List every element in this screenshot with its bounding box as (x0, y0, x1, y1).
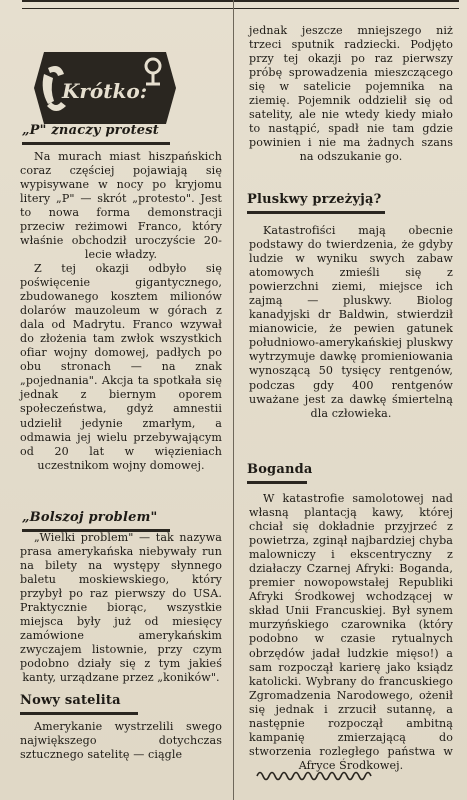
article-title-protest-text: „P" znaczy protest (22, 123, 159, 138)
column-divider (233, 0, 234, 800)
bolszoj-paragraph: „Wielki problem" — tak nazywa prasa amerykańska niebywały run na bilety na występy słynnego baletu moskiewskiego, który przybył po raz pierwszy do USA. Praktycznie biorąc, wszystkie miejsca były już od miesięcy zamówione amerykańskim zwyczajem listownie, przy czym podobno działy się z tym jakieś kanty, urządzane przez „koników". (20, 531, 222, 685)
article-title-protest (22, 123, 182, 145)
article-title-pluskwy-text: Pluskwy przeżyją? (247, 192, 382, 207)
article-title-bolszoj (22, 510, 182, 532)
logo-text: Krótko: (62, 79, 148, 103)
pluskwy-paragraph: Katastrofiści mają obecnie podstawy do twierdzenia, że gdyby ludzie w wyniku swych zabaw atomowych zmieśli się z powierzchni ziemi, miejsce ich zajmą — pluskwy. Biolog kanadyjski dr Baldwin, stwierdził mianowicie, że pewien gatunek południowo-amerykańskiej pluskwy wytrzymuje dawkę promieniowania wynoszącą 50 tysięcy rentgenów, podczas gdy 400 rentgenów uważane jest za dawkę śmiertelną dla człowieka. (249, 224, 453, 420)
protest-paragraph-2: Z tej okazji odbyło się poświęcenie gigantycznego, zbudowanego kosztem milionów dolarów mauzoleum w górach z dala od Madrytu. Franco wzywał do złożenia tam zwłok wszystkich ofiar wojny domowej, padłych po obu stronach — na znak „pojednania". Akcja ta spotkała się jednak z biernym oporem społeczeństwa, gdyż amnestii udzielił jedynie zmarłym, a odmawia jej wielu przebywającym od 20 lat w więzieniach uczestnikom wojny domowej. (20, 262, 222, 472)
satelita-paragraph-1: Amerykanie wystrzelili swego największego dotychczas sztucznego satelitę — ciągle (20, 720, 222, 762)
satelita-paragraph-2: jednak jeszcze mniejszego niż trzeci sputnik radziecki. Podjęto przy tej okazji po raz pierwszy próbę sprowadzenia mieszczącego się w satelicie pojemnika na ziemię. Pojemnik oddzielił się od satelity, ale nie wtedy kiedy miało to nastąpić, spadł nie tam gdzie powinien i nie ma żadnych szans na odszukanie go. (249, 24, 453, 164)
article-title-pluskwy (247, 192, 397, 214)
article-title-boganda-text: Boganda (247, 462, 313, 477)
right-column (237, 0, 467, 800)
article-title-satelita-text: Nowy satelita (20, 693, 121, 708)
left-column (0, 0, 230, 800)
boganda-paragraph: W katastrofie samolotowej nad własną plantacją kawy, której chciał się dokładnie przyjrzeć z powietrza, zginął najbardziej chyba malowniczy i ekscentryczny z działaczy Czarnej Afryki: Boganda, premier nowopowstałej Republiki Afryki Środkowej wchodzącej w skład Unii Francuskiej. Był synem murzyńskiego czarownika (który podobno w czasie rytualnych obrzędów jadał ludzkie mięso!) a sam rozpoczął karierę jako ksiądz katolicki. Wybrany do francuskiego Zgromadzenia Narodowego, ożenił się jednak i zrzucił sutannę, a następnie rozpoczął ambitną kampanię zmierzającą do stworzenia rozległego państwa w Afryce Środkowej. (249, 492, 453, 772)
wavy-ornament (255, 768, 375, 782)
protest-paragraph-1: Na murach miast hiszpańskich coraz częściej pojawiają się wypisywane w nocy po kryjomu litery „P" — skrót „protesto". Jest to nowa forma demonstracji przeciw reżimowi Franco, który właśnie obchodził uroczyście 20-lecie władzy. (20, 150, 222, 262)
article-title-bolszoj-text: „Bolszoj problem" (22, 510, 158, 525)
article-title-satelita (20, 693, 160, 715)
article-title-boganda (247, 462, 387, 484)
